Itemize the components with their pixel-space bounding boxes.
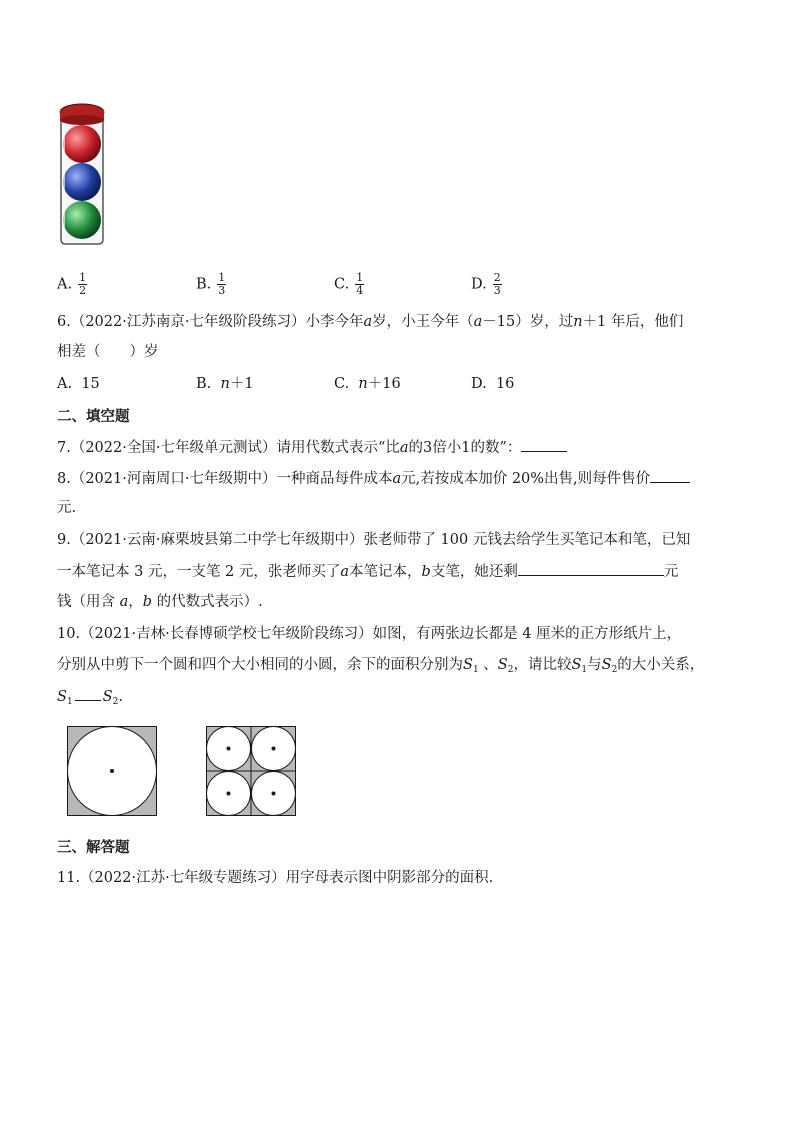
q6-option-a: A. 15 bbox=[57, 376, 100, 392]
section-solve-heading: 三、解答题 bbox=[57, 840, 130, 856]
square-one-circle-figure bbox=[67, 726, 157, 816]
q5-option-b: B. $\frac{1}{3}$ bbox=[196, 271, 226, 297]
section-fill-in-heading: 二、填空题 bbox=[57, 409, 130, 425]
q9-answer-blank bbox=[518, 561, 664, 576]
q5-option-c: C. $\frac{1}{4}$ bbox=[334, 271, 364, 297]
square-four-circles-figure bbox=[206, 726, 296, 816]
q8-answer-blank bbox=[650, 468, 690, 483]
q10-line1: 10.（2021·吉林·长春博硕学校七年级阶段练习）如图，有两张边长都是 4 厘米的正方形纸片上， bbox=[57, 626, 682, 642]
q6-line1: 6.（2022·江苏南京·七年级阶段练习）小李今年a岁，小王今年（a－15）岁，过n＋1 年后，他们 bbox=[57, 314, 684, 330]
q7-line: 7.（2022·全国·七年级单元测试）请用代数式表示“比a的3倍小1的数”： bbox=[57, 437, 567, 458]
q5-option-d: D. $\frac{2}{3}$ bbox=[471, 271, 501, 297]
q8-line2: 元. bbox=[57, 500, 77, 516]
q6-line2: 相差（ ）岁 bbox=[57, 344, 159, 360]
q11-line: 11.（2022·江苏·七年级专题练习）用字母表示图中阴影部分的面积. bbox=[57, 870, 494, 886]
q6-option-b: B. n＋1 bbox=[196, 376, 254, 392]
marble-tube-figure bbox=[56, 100, 110, 250]
q6-option-d: D. 16 bbox=[471, 376, 515, 392]
q5-option-a: A. $\frac{1}{2}$ bbox=[57, 271, 87, 297]
blue-marble bbox=[63, 163, 101, 201]
q7-answer-blank bbox=[521, 437, 567, 452]
q10-line2: 分别从中剪下一个圆和四个大小相同的小圆，余下的面积分别为$S_1$ 、$S_2$，请比较$S_1$与$S_2$的大小关系， bbox=[57, 657, 705, 675]
red-marble bbox=[63, 125, 101, 163]
q10-answer-blank bbox=[75, 686, 101, 701]
q9-line2: 一本笔记本 3 元，一支笔 2 元，张老师买了a本笔记本，b支笔，她还剩 元 bbox=[57, 561, 678, 582]
q9-line3: 钱（用含 a，b 的代数式表示）. bbox=[57, 594, 263, 610]
q9-line1: 9.（2021·云南·麻栗坡县第二中学七年级期中）张老师带了 100 元钱去给学生买笔记本和笔，已知 bbox=[57, 532, 691, 548]
q8-line1: 8.（2021·河南周口·七年级期中）一种商品每件成本a元,若按成本加价 20%出售,则每件售价 bbox=[57, 468, 690, 489]
q6-option-c: C. n＋16 bbox=[334, 376, 401, 392]
q10-line3: $S_1$ $S_2$. bbox=[57, 686, 123, 712]
green-marble bbox=[63, 201, 101, 239]
